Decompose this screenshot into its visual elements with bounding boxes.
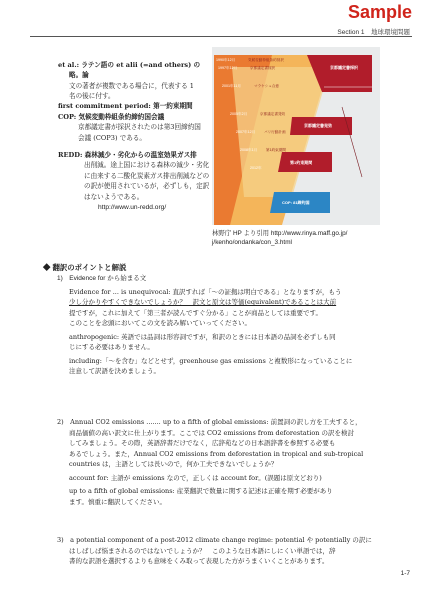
para-line: 少し分かりやすくできないでしょうか？ 訳文と原文は等価(equivalent)であることは大前 <box>69 298 337 306</box>
timeline-event: 京都議定書発効 <box>260 112 286 116</box>
glossary-cop <box>58 112 210 143</box>
side-label: 京都議定書発効 <box>304 123 332 128</box>
glossary-line: et al.: ラテン語の et alii (=and others) の略。論 <box>58 61 201 80</box>
timeline-event: 京都議定書採択 <box>250 66 276 70</box>
para-line: anthropogenic: 英語では品詞は形容詞ですが，和訳のときには日本語の品詞を必ずしも同 <box>69 332 336 341</box>
page-number: 1-7 <box>400 570 410 577</box>
timeline-event: マラケシュ合意 <box>254 84 280 88</box>
glossary-line: の訳が使用されているが，必ずしも，定訳 <box>84 182 210 191</box>
item-heading: 2) Annual CO2 emissions ....... up to a fifth of global emissions: 前置詞の訳し方を工夫すると， <box>57 418 362 426</box>
timeline-date: 2008年1月 <box>240 148 258 152</box>
glossary-line: に由来する二酸化炭素ガス排出削減などの <box>84 171 210 180</box>
para-line: 商品価値の高い訳文に仕上がります。ここでは CO2 emissions from deforestation の訳を検討 <box>69 428 355 437</box>
side-label: 京都議定書採択 <box>330 65 358 70</box>
para-line: じにする必要はありません。 <box>69 343 154 351</box>
glossary-redd <box>58 150 210 213</box>
glossary-line: COP: 気候変動枠組条約締約国会議 <box>58 113 165 121</box>
glossary-first-commitment <box>58 101 208 111</box>
glossary-line: はないようである。 <box>84 192 144 201</box>
item-paragraph <box>69 332 397 353</box>
glossary-line: 出削減。途上国における森林の減少・劣化 <box>84 161 210 170</box>
para-line: してみましょう。その際，英語辞書だけでなく，広辞苑などの日本語辞書を参照する必要も <box>69 439 336 447</box>
section-title: ◆ 翻訳のポイントと解説 <box>43 263 127 272</box>
timeline-event: 第1約束期間 <box>266 148 286 152</box>
timeline-date: 2005年2月 <box>230 112 248 116</box>
kyoto-timeline-figure <box>212 47 380 225</box>
para-line: countries は，主語としては長いので，何か工夫できないでしょうか？ <box>69 460 278 468</box>
timeline-event: 気候変動枠組条約採択 <box>248 58 284 62</box>
side-label: 第1約束期間 <box>290 160 313 165</box>
glossary-et-al <box>58 60 208 102</box>
item-3 <box>57 535 402 567</box>
header-rule <box>30 36 412 37</box>
glossary-line: 京都議定書が採択されたのは第3回締約国 <box>78 123 201 132</box>
figure-caption <box>212 229 382 247</box>
para-line: このことを念頭においてこの文を読み解いていってください。 <box>69 319 251 327</box>
glossary-line: REDD: 森林減少・劣化からの温室効果ガス排 <box>58 151 197 159</box>
para-line: account for: 主語が emissions なので，正しくは account for。(誤題は原文どおり) <box>69 473 322 482</box>
glossary-line: 文の著者が複数である場合に，代表する 1 <box>69 81 194 90</box>
item-paragraph <box>69 546 402 567</box>
item-paragraph <box>69 473 402 484</box>
item-heading: 1) Evidence for から始まる文 <box>57 275 147 282</box>
item-paragraph <box>69 287 397 329</box>
para-line: 注意して訳語を決めましょう。 <box>69 367 160 375</box>
side-label: COP: 81締約国 <box>282 200 310 205</box>
item-heading: 3) a potential component of a post-2012 climate change regime: potential や potentially の訳に <box>57 536 372 544</box>
para-line: 書的な訳語を選択するよりも意味をくみ取って表現した方がうまくいくことがあります。 <box>69 557 329 565</box>
item-1 <box>57 274 397 377</box>
section-header: Section 1 地球環境問題 <box>337 29 410 36</box>
item-paragraph <box>69 486 402 507</box>
para-line: あるでしょう。また，Annual CO2 emissions from deforestation in tropical and sub-tropical <box>69 449 364 458</box>
timeline-date: 2007年12月 <box>236 130 256 134</box>
caption-line: 林野庁 HP より引用 http://www.rinya.maff.go.jp/ <box>212 230 348 237</box>
para-line: including:「～を含む」などとせず，greenhouse gas emissions と複数形になっていることに <box>69 356 353 365</box>
para-line: ます。慎重に翻訳してください。 <box>69 497 166 506</box>
timeline-date: 2012年 <box>250 166 262 170</box>
caption-link[interactable]: j/kenho/ondanka/con_3.html <box>212 239 292 246</box>
item-paragraph <box>69 356 397 377</box>
para-line: up to a fifth of global emissions: 産業翻訳で数量に関する記述は正確を期す必要があり <box>69 487 333 495</box>
timeline-graphic <box>212 47 380 225</box>
glossary-line: first commitment period: 第一約束期間 <box>58 102 193 110</box>
para-line: はしばしば悩まされるのではないでしょうか？ このような日本語にしにくい単語では，辞 <box>69 546 336 555</box>
redd-url[interactable]: http://www.un-redd.org/ <box>98 204 167 212</box>
sample-watermark: Sample <box>347 2 412 22</box>
timeline-event: バリ行動計画 <box>264 130 286 134</box>
glossary-line: 会議 (COP3) である。 <box>78 133 146 142</box>
para-line: 提ですが，これに加えて「第三者が読んですぐ分かる」ことが商品としては重要です。 <box>69 308 322 317</box>
timeline-date: 1997年12月 <box>218 66 238 70</box>
item-paragraph <box>69 428 402 470</box>
timeline-date: 1990年12月 <box>216 58 236 62</box>
item-2 <box>57 417 402 507</box>
timeline-date: 2001年11月 <box>222 84 241 88</box>
para-line: Evidence for ... is unequivocal: 直訳すれば「～の証拠は明白である」となりますが，もう <box>69 287 342 296</box>
glossary-line: 名の後に付す。 <box>69 92 115 101</box>
